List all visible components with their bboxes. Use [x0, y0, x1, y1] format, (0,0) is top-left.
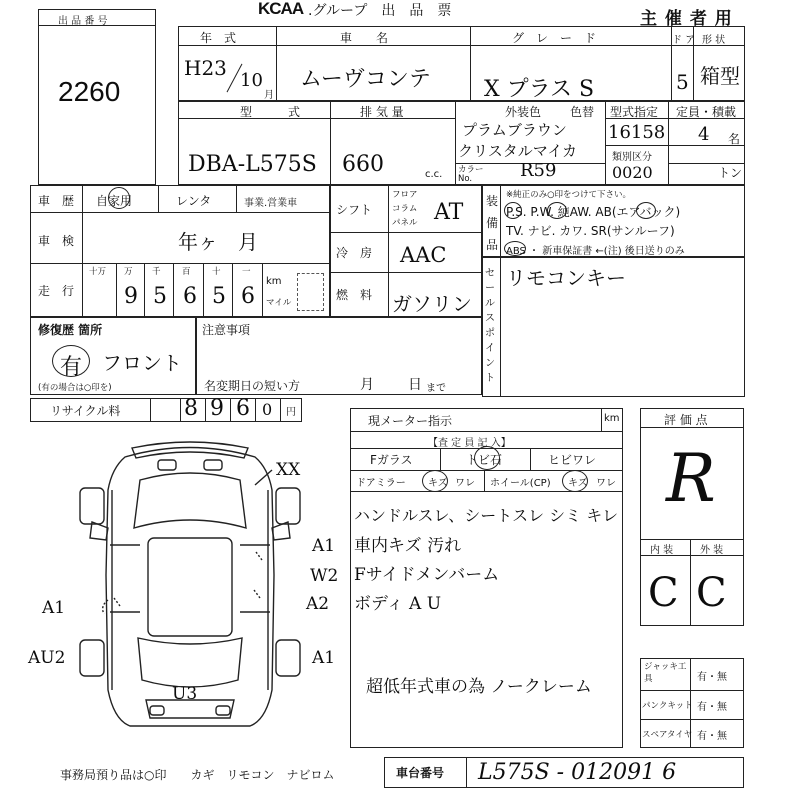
sales-point-value: リモコンキー: [506, 266, 626, 290]
color-no-value: R59: [520, 160, 557, 181]
lot-number: 2260: [58, 76, 121, 107]
evaluation-label: 評 価 点: [664, 413, 708, 427]
deadline-day: 日: [408, 377, 422, 393]
shift-value: AT: [434, 200, 464, 225]
mirror-label: ドアミラー: [356, 478, 406, 489]
name-label: 車 名: [340, 31, 389, 45]
mile-unit: マイル: [266, 298, 292, 308]
equipment-line-2: TV. ナビ. カワ. SR(サンルーフ): [506, 224, 675, 238]
digit-header-10k: 万: [124, 267, 133, 277]
shift-floor: フロア: [392, 190, 418, 200]
model-label: 型 式: [240, 105, 301, 119]
km-unit: km: [266, 276, 282, 287]
comment-2: 車内キズ 汚れ: [354, 536, 462, 556]
inspection-value: 年ヶ 月: [178, 230, 258, 254]
year-label: 年 式: [200, 31, 237, 45]
organizer-label: 主 催 者 用: [640, 9, 733, 29]
mirror-crack: ワレ: [455, 478, 475, 489]
equipment-label: 装備品: [486, 194, 499, 252]
comment-5: 超低年式車の為 ノークレーム: [366, 677, 592, 697]
shape-label: 形 状: [702, 35, 726, 46]
mark-left-2: AU2: [28, 648, 66, 668]
door-label: ド ア: [672, 35, 696, 46]
digit-header-1k: 千: [152, 267, 161, 277]
capacity-label: 定員・積載: [676, 105, 737, 119]
month-value: 10: [240, 70, 263, 91]
repair-note: (有の場合は○印を): [38, 383, 112, 393]
repair-location: フロント: [102, 351, 182, 375]
wheel-scratch: キズ: [568, 478, 588, 489]
capacity-value: 4: [698, 124, 710, 145]
recycle-digit-3: 6: [236, 396, 250, 421]
chassis-label: 車台番号: [396, 766, 445, 780]
fglass-label: Fガラス: [370, 453, 413, 467]
mark-bottom: U3: [172, 684, 198, 704]
recycle-digit-2: 9: [210, 396, 224, 421]
digit-header-10: 十: [212, 267, 221, 277]
history-private: 自家用: [96, 194, 133, 208]
shift-column: コラム: [392, 204, 418, 214]
office-note: 事務局預り品は○印 カギ リモコン ナビロム: [60, 768, 335, 782]
mileage-digit-5: 5: [212, 284, 226, 309]
recycle-label: リサイクル料: [50, 404, 121, 418]
inspection-label: 車 検: [38, 234, 75, 248]
mileage-digit-3: 5: [153, 284, 167, 309]
deadline-label: 名変期日の短い方: [204, 379, 301, 393]
repair-value: 有: [60, 355, 83, 380]
mark-left-1: A1: [42, 598, 66, 618]
digit-header-100k: 十万: [89, 267, 107, 277]
recycle-digit-4: 0: [262, 400, 273, 419]
displacement-unit: c.c.: [425, 169, 443, 180]
car-name: ムーヴコンテ: [300, 67, 431, 92]
color-no-label: カラー No.: [458, 165, 484, 184]
recycle-unit: 円: [286, 407, 296, 418]
mileage-label: 走 行: [38, 284, 75, 298]
exterior-color-1: プラムブラウン: [462, 121, 567, 139]
wheel-crack: ワレ: [596, 478, 616, 489]
mark-right-1: A1: [312, 536, 336, 556]
color-change-label: 色替: [570, 105, 595, 119]
grade-label: グ レ ー ド: [512, 31, 597, 45]
shift-label: シフト: [336, 203, 373, 217]
comment-3: Fサイドメンバーム: [354, 565, 500, 585]
exterior-label: 外 装: [700, 545, 724, 556]
interior-value: C: [648, 570, 679, 616]
door-value: 5: [676, 70, 689, 94]
exterior-color-label: 外装色: [505, 105, 542, 119]
ac-value: AAC: [400, 243, 447, 267]
equipment-line-1: P.S. P.W. 純AW. AB(エアバック): [506, 205, 681, 219]
equipment-note: ※純正のみ○印をつけて下さい。: [506, 190, 632, 200]
shift-panel: パネル: [392, 218, 418, 228]
chassis-value: L575S - 012091 6: [478, 760, 677, 785]
deadline-suffix: まで: [426, 383, 446, 394]
meter-unit: km: [604, 413, 620, 424]
wheel-label: ホイール(CP): [490, 478, 551, 489]
interior-label: 内 装: [650, 545, 674, 556]
category-value: 0020: [612, 163, 653, 182]
spare-choice: 有・無: [697, 731, 727, 742]
history-business: 事業.営業車: [244, 198, 298, 209]
comment-4: ボディ A U: [354, 594, 442, 614]
mileage-digit-2: 9: [124, 284, 138, 309]
certified-value: 16158: [608, 122, 666, 143]
ac-label: 冷 房: [336, 246, 373, 260]
recycle-digit-1: 8: [184, 396, 198, 421]
history-label: 車 歴: [38, 194, 75, 208]
lot-label: 出 品 番 号: [58, 16, 108, 27]
evaluation-score: R: [666, 440, 716, 517]
mark-right-4: A1: [312, 648, 336, 668]
jack-choice: 有・無: [697, 672, 727, 683]
grade-value: X プラス S: [484, 77, 595, 102]
fuel-value: ガソリン: [392, 292, 472, 316]
fglass-crack: ヒビワレ: [548, 453, 597, 467]
spare-label: スペアタイヤ: [642, 730, 693, 740]
exterior-value: C: [696, 570, 727, 616]
sales-point-label: セールスポイント: [485, 268, 495, 384]
notes-label: 注意事項: [202, 323, 251, 337]
fglass-chip: トビ石: [466, 453, 503, 467]
model-value: DBA-L575S: [188, 152, 317, 177]
history-rental: レンタ: [176, 194, 212, 208]
equipment-line-3: ABS ・ 新車保証書 ←(注) 後日送りのみ: [506, 246, 685, 257]
category-label: 類別区分: [612, 152, 652, 163]
exterior-color-2: クリスタルマイカ: [458, 142, 577, 160]
year-value: H23: [184, 56, 227, 80]
fuel-label: 燃 料: [336, 288, 373, 302]
puncture-choice: 有・無: [697, 702, 727, 713]
month-unit: 月: [264, 90, 274, 101]
mirror-scratch: キズ: [428, 478, 448, 489]
jack-label: ジャッキ工 具: [644, 662, 695, 684]
meter-label: 現メーター指示: [368, 414, 453, 428]
tonnage-unit: トン: [718, 166, 743, 180]
capacity-unit: 名: [728, 132, 741, 146]
puncture-label: パンクキット: [642, 701, 693, 711]
certified-label: 型式指定: [610, 105, 659, 119]
displacement-value: 660: [342, 152, 384, 177]
repair-label: 修復歴 箇所: [38, 323, 103, 337]
shape-value: 箱型: [700, 64, 740, 88]
digit-header-1: 一: [242, 267, 251, 277]
form-title: .グループ 出 品 票: [308, 3, 452, 19]
mark-top: XX: [276, 460, 301, 480]
comment-1: ハンドルスレ、シートスレ シミ キレ: [354, 506, 619, 525]
mark-right-2: W2: [310, 566, 339, 586]
digit-header-100: 百: [182, 267, 191, 277]
displacement-label: 排 気 量: [360, 105, 404, 119]
mark-right-3: A2: [306, 594, 330, 614]
mileage-digit-4: 6: [183, 284, 197, 309]
mileage-digit-6: 6: [241, 284, 255, 309]
deadline-month: 月: [360, 377, 374, 393]
logo: KCAA: [258, 0, 304, 18]
inspector-title: 【査 定 員 記 入】: [428, 438, 511, 449]
